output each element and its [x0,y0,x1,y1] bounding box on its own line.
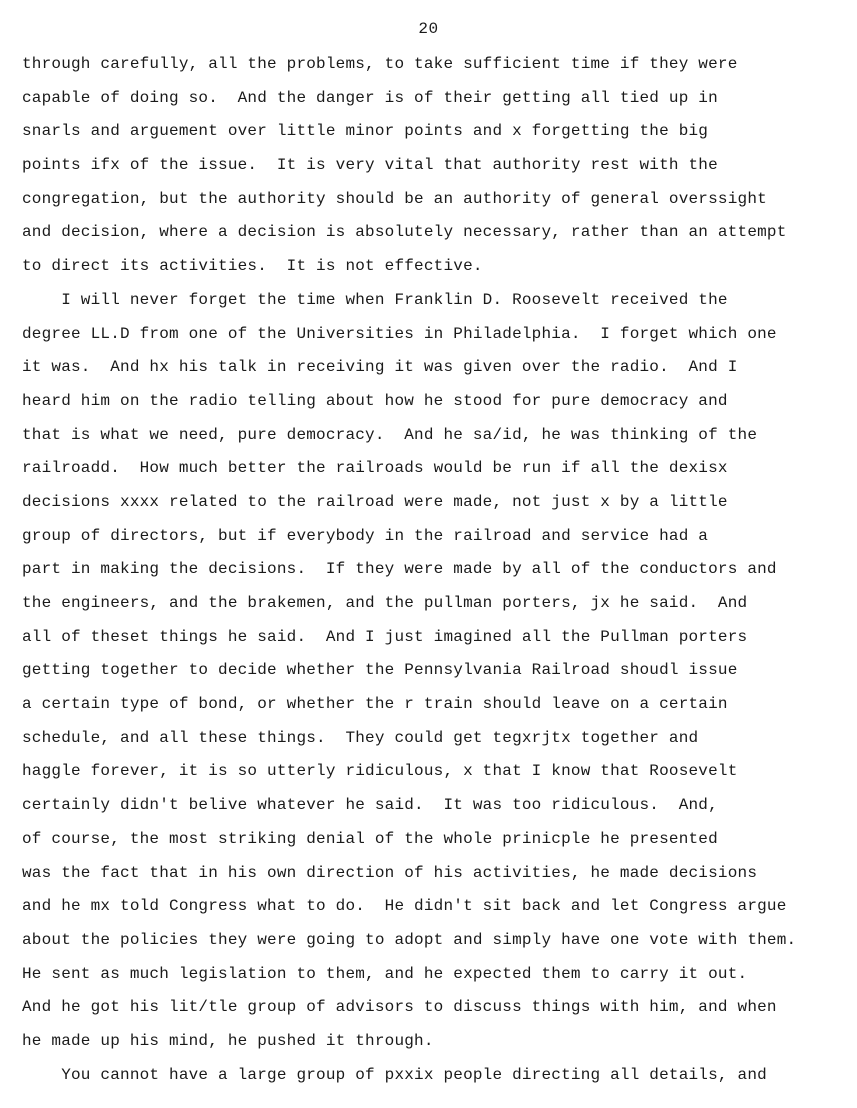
text-line: and he mx told Congress what to do. He didn't sit back and let Congress argue [22,897,787,916]
text-line: capable of doing so. And the danger is of their getting all tied up in [22,88,718,107]
text-line: He sent as much legislation to them, and he expected them to carry it out. [22,964,748,983]
text-line: it was. And hx his talk in receiving it was given over the radio. And I [22,358,738,377]
text-line: part in making the decisions. If they were made by all of the conductors and [22,560,777,579]
text-line: and decision, where a decision is absolutely necessary, rather than an attempt [22,223,787,242]
text-line: You cannot have a large group of pxxix people directing all details, and [22,1065,767,1084]
text-line: degree LL.D from one of the Universities in Philadelphia. I forget which one [22,324,777,343]
text-line: a certain type of bond, or whether the r train should leave on a certain [22,695,728,714]
typewritten-body [22,53,852,1097]
text-line: group of directors, but if everybody in the railroad and service had a [22,526,709,545]
text-line: points ifx of the issue. It is very vital that authority rest with the [22,156,718,175]
text-line: to direct its activities. It is not effective. [22,257,483,276]
text-line: through carefully, all the problems, to take sufficient time if they were [22,55,738,73]
text-line: that is what we need, pure democracy. And he sa/id, he was thinking of the [22,425,758,444]
page-number: 20 [418,20,439,38]
text-line: of course, the most striking denial of the whole prinicple he presented [22,829,718,848]
text-line: haggle forever, it is so utterly ridiculous, x that I know that Roosevelt [22,762,738,781]
text-line: railroadd. How much better the railroads would be run if all the dexisx [22,459,728,478]
text-line: all of theset things he said. And I just imagined all the Pullman porters [22,627,748,646]
text-line: And he got his lit/tle group of advisors to discuss things with him, and when [22,998,777,1017]
text-line: schedule, and all these things. They could get tegxrjtx together and [22,728,699,747]
text-line: congregation, but the authority should be an authority of general overssight [22,189,767,208]
text-line: about the policies they were going to adopt and simply have one vote with them. [22,930,797,949]
text-line: heard him on the radio telling about how he stood for pure democracy and [22,391,728,410]
text-line: certainly didn't belive whatever he said. It was too ridiculous. And, [22,796,718,815]
text-line: I will never forget the time when Franklin D. Roosevelt received the [22,290,728,309]
text-line: snarls and arguement over little minor points and x forgetting the big [22,122,709,141]
text-line: he made up his mind, he pushed it through. [22,1031,434,1050]
text-line: decisions xxxx related to the railroad were made, not just x by a little [22,492,728,511]
text-line: getting together to decide whether the Pennsylvania Railroad shoudl issue [22,661,738,680]
text-line: was the fact that in his own direction of his activities, he made decisions [22,863,758,882]
text-line: the engineers, and the brakemen, and the pullman porters, jx he said. And [22,594,748,612]
